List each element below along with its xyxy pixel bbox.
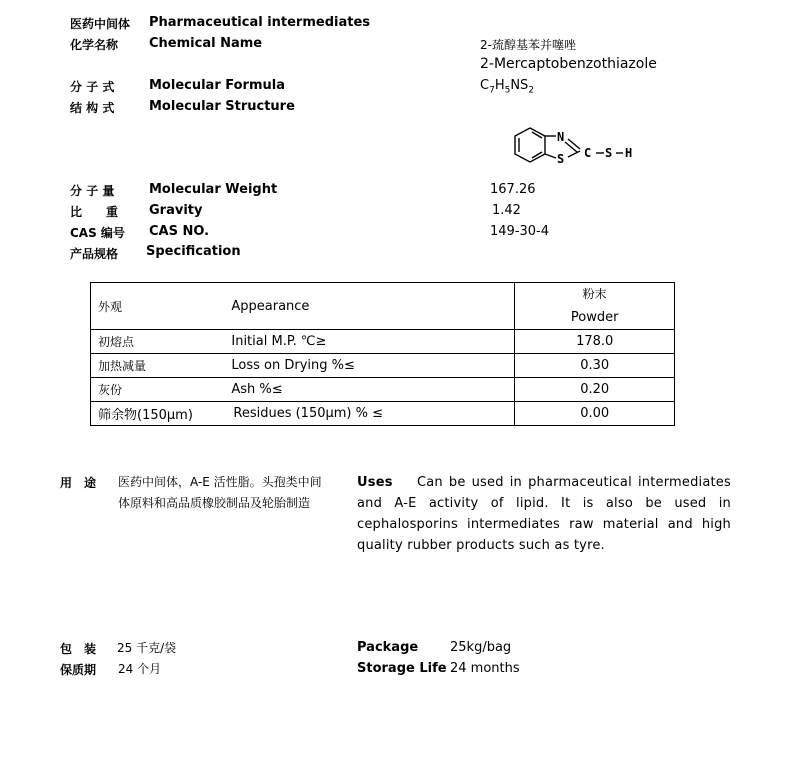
structure-label-en: Molecular Structure: [149, 99, 295, 114]
cas-label-en: CAS NO.: [149, 224, 210, 239]
spec-label-cn: 产品规格: [70, 247, 119, 261]
chemical-name-cn-value: 2-巯醇基苯并噻唑: [480, 38, 576, 52]
uses-description-en: Can be used in pharmaceutical intermediates and A-E activity of lipid. It is also be used in cephalosporins intermediates raw material and high quality rubber products such as tyre.: [357, 475, 731, 553]
uses-cn-line1: 医药中间体，A-E 活性脂。头孢类中间: [118, 475, 322, 489]
uses-text-en: [357, 472, 731, 556]
specification-table: [90, 282, 675, 426]
molecular-formula: $C_7H_5NS_2$: [480, 78, 535, 96]
uses-cn-line2: 体原料和高品质橡胶制品及轮胎制造: [118, 496, 311, 510]
spec-value: 0.30: [515, 354, 675, 378]
gravity-label-en: Gravity: [149, 203, 203, 218]
spec-value-en: Powder: [570, 310, 619, 325]
package-label-cn: 包 装: [60, 642, 97, 656]
formula-label-en: Molecular Formula: [149, 78, 285, 93]
molecular-weight-value: 167.26: [490, 182, 536, 197]
cas-value: 149-30-4: [490, 224, 550, 239]
spec-item-cn: 灰份: [91, 378, 225, 402]
table-row: [91, 402, 675, 426]
spec-label-en: Specification: [146, 244, 241, 259]
table-row: [91, 330, 675, 354]
structure-c-atom: C: [584, 146, 592, 160]
spec-item-en: Residues (150μm) % ≤: [224, 402, 514, 426]
uses-label-cn: 用 途: [60, 476, 97, 490]
storage-label-en: Storage Life: [357, 661, 447, 676]
spec-value: 0.00: [515, 402, 675, 426]
uses-text-cn: [118, 472, 328, 514]
spec-item-cn: 加热减量: [91, 354, 225, 378]
package-value-en: 25kg/bag: [450, 640, 512, 655]
molecular-structure-diagram: [508, 122, 648, 172]
structure-label-cn: 结 构 式: [70, 101, 115, 115]
weight-label-cn: 分 子 量: [70, 184, 115, 198]
storage-label-cn: 保质期: [60, 663, 97, 677]
spec-item-en: Appearance: [224, 283, 514, 330]
spec-item-cn: 初熔点: [91, 330, 225, 354]
spec-item-en: Ash %≤: [224, 378, 514, 402]
spec-value: [515, 283, 675, 330]
uses-label-en: Uses: [357, 475, 393, 490]
chemical-name-label-cn: 化学名称: [70, 38, 119, 52]
table-row: [91, 354, 675, 378]
structure-h-atom: H: [625, 146, 633, 160]
structure-s-atom: S: [605, 146, 613, 160]
spec-value: 0.20: [515, 378, 675, 402]
package-value-cn: 25 千克/袋: [117, 641, 177, 655]
table-row: [91, 378, 675, 402]
cas-label-cn: CAS 编号: [70, 226, 125, 240]
spec-value: 178.0: [515, 330, 675, 354]
spec-value-cn: 粉末: [582, 287, 607, 301]
formula-label-cn: 分 子 式: [70, 80, 115, 94]
gravity-value: 1.42: [492, 203, 521, 218]
storage-value-en: 24 months: [450, 661, 520, 676]
storage-value-cn: 24 个月: [118, 662, 162, 676]
spec-item-cn: 外观: [91, 283, 225, 330]
category-label-cn: 医药中间体: [70, 17, 131, 31]
spec-item-cn: 筛余物(150μm): [91, 402, 225, 426]
spec-item-en: Loss on Drying %≤: [224, 354, 514, 378]
chemical-name-label-en: Chemical Name: [149, 36, 263, 51]
structure-n-atom: N: [557, 130, 565, 144]
package-label-en: Package: [357, 640, 419, 655]
table-row: [91, 283, 675, 330]
structure-s-ring-atom: S: [557, 152, 565, 166]
weight-label-en: Molecular Weight: [149, 182, 278, 197]
gravity-label-cn: 比 重: [70, 205, 119, 219]
spec-item-en: Initial M.P. ℃≥: [224, 330, 514, 354]
category-label-en: Pharmaceutical intermediates: [149, 15, 371, 30]
chemical-name-en-value: 2-Mercaptobenzothiazole: [480, 56, 657, 72]
